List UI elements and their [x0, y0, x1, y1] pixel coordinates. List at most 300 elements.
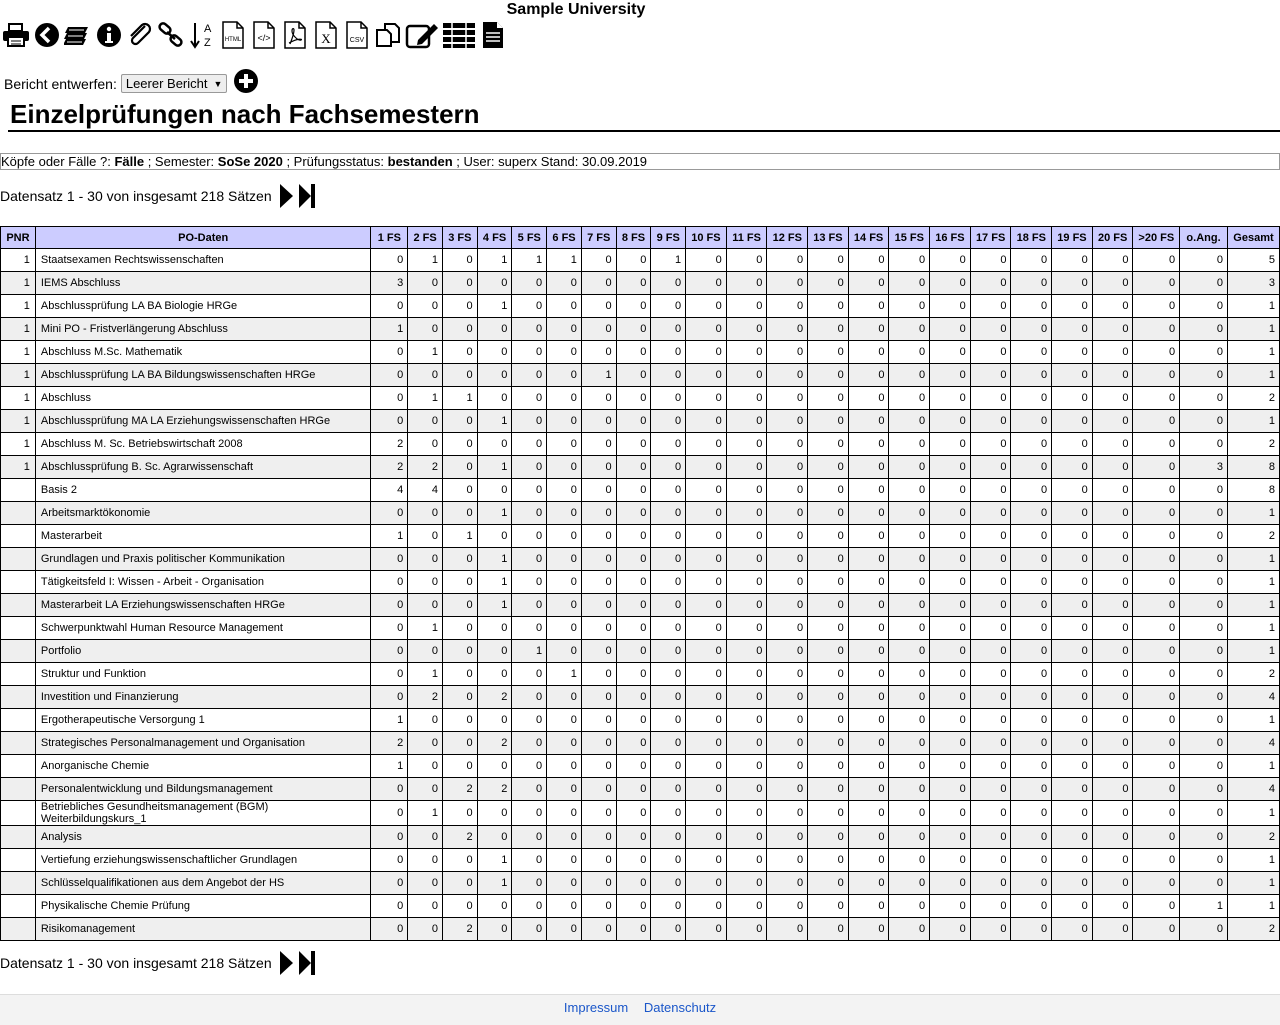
count-cell: 0 — [1011, 548, 1052, 571]
xml-export-icon[interactable] — [250, 20, 278, 50]
count-cell: 0 — [970, 341, 1011, 364]
count-cell: 0 — [1092, 778, 1133, 801]
count-cell: 0 — [970, 918, 1011, 941]
add-report-icon[interactable] — [233, 68, 259, 97]
count-cell: 0 — [477, 755, 512, 778]
count-cell: 0 — [686, 640, 727, 663]
count-cell: 0 — [651, 918, 686, 941]
csv-export-icon[interactable] — [343, 20, 371, 50]
count-cell: 0 — [930, 801, 971, 826]
count-cell: 0 — [889, 594, 930, 617]
count-cell: 0 — [371, 548, 408, 571]
count-cell: 0 — [1180, 801, 1228, 826]
count-cell: 0 — [442, 686, 477, 709]
count-cell: 0 — [889, 826, 930, 849]
count-cell: 0 — [848, 778, 889, 801]
count-cell: 0 — [1092, 318, 1133, 341]
count-cell: 0 — [581, 594, 616, 617]
count-cell: 0 — [616, 410, 651, 433]
html-export-icon[interactable] — [219, 20, 247, 50]
count-cell: 2 — [477, 686, 512, 709]
report-designer-label: Bericht entwerfen: — [4, 76, 117, 92]
pnr-cell: 1 — [1, 433, 36, 456]
count-cell: 0 — [371, 594, 408, 617]
count-cell: 0 — [581, 640, 616, 663]
count-cell: 0 — [1133, 479, 1180, 502]
count-cell: 0 — [767, 732, 808, 755]
count-cell: 0 — [889, 249, 930, 272]
count-cell: 0 — [1133, 387, 1180, 410]
count-cell: 0 — [848, 640, 889, 663]
count-cell: 0 — [651, 663, 686, 686]
count-cell: 0 — [581, 801, 616, 826]
pager-text: Datensatz 1 - 30 von insgesamt 218 Sätzen — [0, 955, 272, 971]
count-cell: 0 — [1133, 709, 1180, 732]
count-cell: 0 — [726, 525, 767, 548]
count-cell: 0 — [1011, 571, 1052, 594]
pnr-cell — [1, 778, 36, 801]
count-cell: 0 — [848, 318, 889, 341]
count-cell: 1 — [547, 249, 582, 272]
count-cell: 0 — [808, 617, 849, 640]
count-cell: 0 — [889, 571, 930, 594]
count-cell: 0 — [686, 778, 727, 801]
count-cell: 0 — [1052, 387, 1093, 410]
count-cell: 0 — [547, 295, 582, 318]
count-cell: 0 — [651, 295, 686, 318]
count-cell: 1 — [547, 663, 582, 686]
count-cell: 0 — [581, 617, 616, 640]
count-cell: 1 — [1227, 801, 1279, 826]
count-cell: 0 — [686, 918, 727, 941]
count-cell: 0 — [808, 826, 849, 849]
count-cell: 0 — [1180, 617, 1228, 640]
count-cell: 0 — [1011, 433, 1052, 456]
count-cell: 0 — [767, 872, 808, 895]
column-header: 18 FS — [1011, 227, 1052, 249]
count-cell: 0 — [651, 479, 686, 502]
count-cell: 2 — [477, 732, 512, 755]
count-cell: 0 — [686, 826, 727, 849]
count-cell: 0 — [442, 872, 477, 895]
count-cell: 0 — [970, 640, 1011, 663]
count-cell: 0 — [848, 709, 889, 732]
count-cell: 0 — [547, 571, 582, 594]
count-cell: 1 — [581, 364, 616, 387]
count-cell: 0 — [767, 571, 808, 594]
count-cell: 0 — [512, 525, 547, 548]
count-cell: 0 — [512, 341, 547, 364]
count-cell: 0 — [930, 895, 971, 918]
count-cell: 0 — [970, 249, 1011, 272]
link-icon[interactable] — [157, 20, 185, 50]
count-cell: 0 — [1011, 872, 1052, 895]
copy-icon[interactable] — [374, 20, 402, 50]
count-cell: 0 — [1011, 755, 1052, 778]
count-cell: 0 — [1133, 571, 1180, 594]
count-cell: 0 — [889, 801, 930, 826]
count-cell: 0 — [889, 617, 930, 640]
count-cell: 0 — [970, 364, 1011, 387]
po-daten-cell: Struktur und Funktion — [35, 663, 371, 686]
xls-export-icon[interactable] — [312, 20, 340, 50]
count-cell: 0 — [686, 295, 727, 318]
count-cell: 0 — [1180, 755, 1228, 778]
count-cell: 0 — [889, 456, 930, 479]
count-cell: 0 — [686, 525, 727, 548]
count-cell: 0 — [1052, 709, 1093, 732]
column-header: 3 FS — [442, 227, 477, 249]
count-cell: 0 — [1133, 594, 1180, 617]
count-cell: 0 — [651, 872, 686, 895]
table-row — [1, 364, 1280, 387]
count-cell: 0 — [1052, 826, 1093, 849]
filter-value-count: Fälle — [114, 154, 145, 169]
count-cell: 0 — [686, 410, 727, 433]
count-cell: 0 — [1092, 732, 1133, 755]
pdf-export-icon[interactable] — [281, 20, 309, 50]
count-cell: 0 — [512, 617, 547, 640]
count-cell: 0 — [371, 849, 408, 872]
impressum-link[interactable]: Impressum — [563, 1000, 629, 1015]
pnr-cell — [1, 548, 36, 571]
document-icon[interactable] — [479, 20, 507, 50]
count-cell: 0 — [970, 433, 1011, 456]
books-icon[interactable] — [64, 20, 92, 50]
count-cell: 0 — [616, 456, 651, 479]
column-header: 14 FS — [848, 227, 889, 249]
edit-icon[interactable] — [405, 20, 439, 50]
next-page-icon[interactable] — [278, 183, 294, 209]
count-cell: 1 — [477, 571, 512, 594]
count-cell: 0 — [1052, 732, 1093, 755]
count-cell: 0 — [1133, 249, 1180, 272]
count-cell: 0 — [848, 341, 889, 364]
sort-az-icon[interactable] — [188, 20, 216, 50]
count-cell: 0 — [726, 410, 767, 433]
count-cell: 0 — [442, 479, 477, 502]
pnr-cell — [1, 594, 36, 617]
count-cell: 0 — [1092, 895, 1133, 918]
po-daten-cell: Abschluss — [35, 387, 371, 410]
count-cell: 0 — [930, 778, 971, 801]
back-icon[interactable] — [33, 20, 61, 50]
count-cell: 0 — [547, 479, 582, 502]
count-cell: 1 — [477, 410, 512, 433]
count-cell: 0 — [1092, 548, 1133, 571]
count-cell: 0 — [1052, 341, 1093, 364]
count-cell: 0 — [651, 433, 686, 456]
count-cell: 0 — [1092, 249, 1133, 272]
count-cell: 0 — [1133, 918, 1180, 941]
count-cell: 0 — [442, 571, 477, 594]
count-cell: 1 — [1227, 895, 1279, 918]
count-cell: 0 — [547, 456, 582, 479]
count-cell: 0 — [808, 272, 849, 295]
datenschutz-link[interactable]: Datenschutz — [643, 1000, 717, 1015]
count-cell: 0 — [767, 456, 808, 479]
count-cell: 0 — [1133, 456, 1180, 479]
count-cell: 0 — [581, 295, 616, 318]
count-cell: 0 — [686, 663, 727, 686]
pnr-cell — [1, 918, 36, 941]
count-cell: 0 — [1133, 778, 1180, 801]
count-cell: 0 — [616, 709, 651, 732]
count-cell: 0 — [1092, 918, 1133, 941]
count-cell: 0 — [1052, 295, 1093, 318]
count-cell: 0 — [547, 617, 582, 640]
last-page-icon[interactable] — [298, 950, 316, 976]
html-export-label: HTML — [224, 37, 242, 43]
count-cell: 2 — [371, 433, 408, 456]
count-cell: 0 — [616, 295, 651, 318]
count-cell: 1 — [477, 872, 512, 895]
count-cell: 0 — [848, 295, 889, 318]
count-cell: 0 — [848, 410, 889, 433]
sort-az-label-a: A — [204, 23, 212, 35]
count-cell: 0 — [726, 433, 767, 456]
count-cell: 0 — [1133, 364, 1180, 387]
count-cell: 0 — [512, 272, 547, 295]
pnr-cell — [1, 709, 36, 732]
count-cell: 0 — [1133, 640, 1180, 663]
count-cell: 1 — [1227, 364, 1279, 387]
count-cell: 0 — [726, 272, 767, 295]
count-cell: 0 — [442, 272, 477, 295]
count-cell: 0 — [581, 872, 616, 895]
count-cell: 0 — [930, 387, 971, 410]
count-cell: 0 — [767, 479, 808, 502]
count-cell: 0 — [767, 249, 808, 272]
count-cell: 0 — [1011, 640, 1052, 663]
info-icon[interactable] — [95, 20, 123, 50]
count-cell: 0 — [547, 709, 582, 732]
count-cell: 1 — [1180, 895, 1228, 918]
count-cell: 0 — [1180, 410, 1228, 433]
count-cell: 0 — [930, 433, 971, 456]
count-cell: 0 — [477, 663, 512, 686]
next-page-icon[interactable] — [278, 950, 294, 976]
count-cell: 0 — [1133, 895, 1180, 918]
count-cell: 0 — [930, 709, 971, 732]
count-cell: 0 — [651, 709, 686, 732]
count-cell: 0 — [581, 525, 616, 548]
count-cell: 0 — [970, 295, 1011, 318]
count-cell: 0 — [848, 548, 889, 571]
count-cell: 0 — [1092, 272, 1133, 295]
column-header: 15 FS — [889, 227, 930, 249]
po-daten-cell: Portfolio — [35, 640, 371, 663]
count-cell: 0 — [547, 433, 582, 456]
count-cell: 0 — [970, 502, 1011, 525]
count-cell: 4 — [408, 479, 443, 502]
count-cell: 0 — [651, 525, 686, 548]
count-cell: 0 — [808, 918, 849, 941]
count-cell: 0 — [616, 801, 651, 826]
count-cell: 0 — [616, 387, 651, 410]
table-row — [1, 548, 1280, 571]
count-cell: 0 — [767, 918, 808, 941]
po-daten-cell: Abschluss M.Sc. Mathematik — [35, 341, 371, 364]
count-cell: 2 — [371, 456, 408, 479]
count-cell: 0 — [726, 387, 767, 410]
count-cell: 0 — [512, 295, 547, 318]
count-cell: 0 — [477, 341, 512, 364]
count-cell: 0 — [686, 709, 727, 732]
count-cell: 0 — [808, 548, 849, 571]
count-cell: 0 — [512, 686, 547, 709]
count-cell: 0 — [808, 663, 849, 686]
count-cell: 0 — [889, 502, 930, 525]
count-cell: 0 — [547, 364, 582, 387]
table-row — [1, 640, 1280, 663]
count-cell: 0 — [930, 849, 971, 872]
count-cell: 1 — [1227, 295, 1279, 318]
table-row — [1, 456, 1280, 479]
count-cell: 0 — [547, 410, 582, 433]
count-cell: 0 — [970, 826, 1011, 849]
count-cell: 0 — [930, 571, 971, 594]
count-cell: 0 — [726, 640, 767, 663]
count-cell: 0 — [1133, 617, 1180, 640]
count-cell: 0 — [726, 341, 767, 364]
count-cell: 0 — [1133, 663, 1180, 686]
column-header: 6 FS — [547, 227, 582, 249]
count-cell: 0 — [686, 479, 727, 502]
table-row — [1, 617, 1280, 640]
count-cell: 0 — [726, 548, 767, 571]
count-cell: 0 — [616, 548, 651, 571]
count-cell: 0 — [970, 318, 1011, 341]
count-cell: 0 — [767, 663, 808, 686]
pnr-cell — [1, 617, 36, 640]
count-cell: 0 — [477, 272, 512, 295]
filter-label-user: ; User: superx Stand: 30.09.2019 — [452, 154, 648, 169]
count-cell: 0 — [1011, 778, 1052, 801]
count-cell: 0 — [442, 433, 477, 456]
po-daten-cell: Tätigkeitsfeld I: Wissen - Arbeit - Organisation — [35, 571, 371, 594]
count-cell: 0 — [547, 755, 582, 778]
count-cell: 0 — [808, 594, 849, 617]
count-cell: 0 — [1052, 918, 1093, 941]
count-cell: 0 — [767, 410, 808, 433]
count-cell: 0 — [1052, 801, 1093, 826]
count-cell: 0 — [581, 387, 616, 410]
count-cell: 0 — [930, 548, 971, 571]
count-cell: 0 — [808, 249, 849, 272]
count-cell: 0 — [1011, 249, 1052, 272]
count-cell: 0 — [1092, 801, 1133, 826]
count-cell: 0 — [889, 872, 930, 895]
count-cell: 0 — [848, 364, 889, 387]
table-layout-icon[interactable] — [442, 20, 476, 50]
count-cell: 0 — [726, 364, 767, 387]
print-icon[interactable] — [2, 20, 30, 50]
count-cell: 0 — [848, 895, 889, 918]
count-cell: 0 — [1011, 318, 1052, 341]
count-cell: 0 — [371, 571, 408, 594]
count-cell: 0 — [1092, 709, 1133, 732]
count-cell: 0 — [547, 318, 582, 341]
po-daten-cell: Abschlussprüfung B. Sc. Agrarwissenschaft — [35, 456, 371, 479]
count-cell: 0 — [970, 617, 1011, 640]
table-row — [1, 872, 1280, 895]
count-cell: 0 — [1133, 410, 1180, 433]
count-cell: 0 — [848, 801, 889, 826]
count-cell: 0 — [767, 755, 808, 778]
count-cell: 0 — [686, 387, 727, 410]
dropdown-arrow-icon: ▼ — [213, 78, 223, 89]
count-cell: 0 — [848, 849, 889, 872]
filter-label-semester: ; Semester: — [144, 154, 218, 169]
pnr-cell — [1, 849, 36, 872]
count-cell: 0 — [1133, 295, 1180, 318]
count-cell: 0 — [1180, 849, 1228, 872]
count-cell: 0 — [1052, 410, 1093, 433]
count-cell: 0 — [767, 709, 808, 732]
count-cell: 2 — [477, 778, 512, 801]
count-cell: 0 — [616, 895, 651, 918]
results-table — [0, 226, 1280, 941]
table-row — [1, 918, 1280, 941]
count-cell: 0 — [651, 341, 686, 364]
count-cell: 0 — [808, 456, 849, 479]
count-cell: 8 — [1227, 456, 1279, 479]
count-cell: 0 — [1180, 732, 1228, 755]
pager-text: Datensatz 1 - 30 von insgesamt 218 Sätzen — [0, 188, 272, 204]
count-cell: 0 — [616, 617, 651, 640]
count-cell: 0 — [808, 686, 849, 709]
count-cell: 1 — [442, 387, 477, 410]
count-cell: 0 — [889, 663, 930, 686]
count-cell: 0 — [651, 410, 686, 433]
count-cell: 0 — [616, 849, 651, 872]
count-cell: 0 — [686, 456, 727, 479]
last-page-icon[interactable] — [298, 183, 316, 209]
column-header: >20 FS — [1133, 227, 1180, 249]
count-cell: 0 — [889, 732, 930, 755]
table-row — [1, 826, 1280, 849]
pnr-cell: 1 — [1, 295, 36, 318]
count-cell: 0 — [442, 594, 477, 617]
paperclip-icon[interactable] — [126, 20, 154, 50]
count-cell: 0 — [848, 433, 889, 456]
count-cell: 0 — [726, 594, 767, 617]
count-cell: 0 — [512, 872, 547, 895]
count-cell: 0 — [726, 686, 767, 709]
count-cell: 0 — [970, 479, 1011, 502]
count-cell: 0 — [547, 594, 582, 617]
po-daten-cell: Abschlussprüfung MA LA Erziehungswissenschaften HRGe — [35, 410, 371, 433]
count-cell: 0 — [889, 364, 930, 387]
count-cell: 0 — [371, 663, 408, 686]
count-cell: 0 — [808, 872, 849, 895]
count-cell: 0 — [726, 479, 767, 502]
column-header: 1 FS — [371, 227, 408, 249]
report-template-select[interactable] — [121, 74, 228, 93]
count-cell: 0 — [581, 249, 616, 272]
count-cell: 0 — [767, 272, 808, 295]
count-cell: 0 — [442, 709, 477, 732]
table-row — [1, 387, 1280, 410]
count-cell: 0 — [1052, 456, 1093, 479]
count-cell: 2 — [1227, 826, 1279, 849]
count-cell: 0 — [547, 872, 582, 895]
count-cell: 0 — [1011, 617, 1052, 640]
count-cell: 0 — [547, 548, 582, 571]
count-cell: 0 — [616, 249, 651, 272]
pnr-cell — [1, 525, 36, 548]
